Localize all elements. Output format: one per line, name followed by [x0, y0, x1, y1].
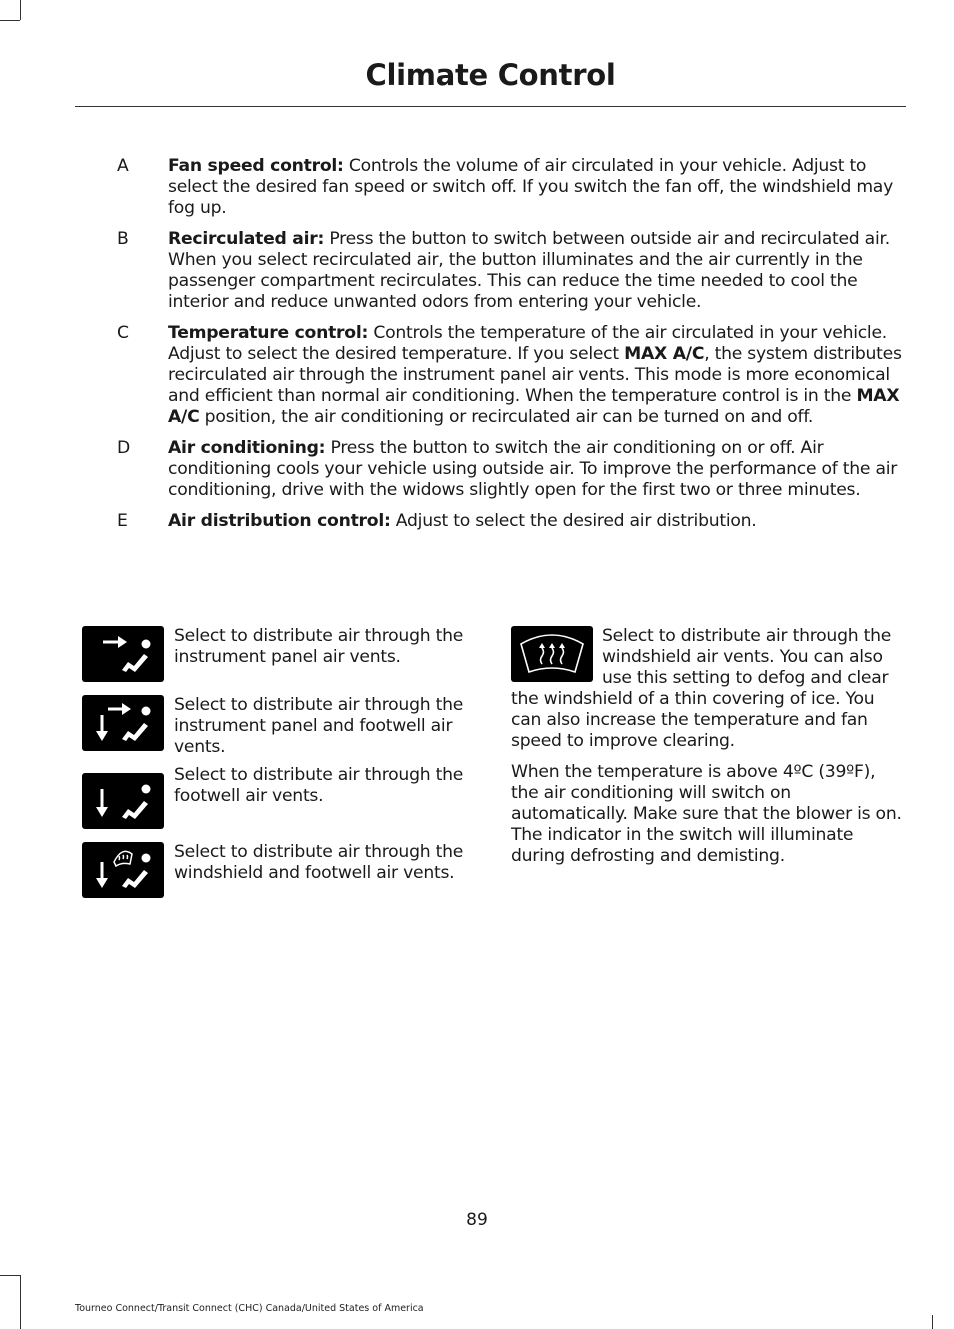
item-text: Press the button to switch between outside air and recirculated air. When you select recirculated air, the button illuminates and the air currently in the passenger compartment recirculates. This can reduce the time needed to cool the interior and reduce unwanted odors from entering your vehicle. — [168, 229, 890, 312]
item-text: Controls the volume of air circulated in your vehicle. Adjust to select the desired fan speed or switch off. If you switch the fan off, the windshield may fog up. — [168, 156, 894, 218]
mode-text: Select to distribute air through the instrument panel air vents. — [174, 626, 464, 667]
page-number: 89 — [466, 1210, 488, 1230]
panel-footwell-vent-icon — [82, 695, 164, 751]
item-term: Temperature control: — [168, 323, 369, 343]
item-letter: A — [117, 156, 129, 176]
list-item — [117, 229, 902, 313]
mode-row — [82, 765, 474, 835]
list-item — [117, 156, 902, 219]
panel-vent-icon — [82, 626, 164, 682]
item-text: Controls the temperature of the air circulated in your vehicle. Adjust to select the desired temperature. If you select — [168, 323, 887, 364]
item-text: position, the air conditioning or recirculated air can be turned on and off. — [199, 407, 814, 427]
item-letter: B — [117, 229, 129, 249]
list-item — [117, 438, 902, 501]
control-list — [117, 156, 902, 542]
item-text: Adjust to select the desired air distribution. — [390, 511, 757, 531]
max-ac-label: MAX A/C — [624, 344, 705, 364]
defrost-text: Select to distribute air through the windshield air vents. You can also use this setting to defog and clear the windshield of a thin covering of ice. You can also increase the temperature and fan speed to improve clearing. — [511, 626, 892, 751]
mode-row — [82, 626, 474, 688]
mode-row — [82, 695, 474, 758]
crop-mark — [20, 1275, 21, 1329]
item-letter: D — [117, 438, 130, 458]
list-item — [117, 323, 902, 428]
item-letter: E — [117, 511, 128, 531]
title-divider — [75, 106, 906, 107]
max-ac-label: MAX A/C — [168, 386, 900, 427]
defrost-description — [511, 626, 903, 752]
windshield-defrost-icon — [511, 626, 593, 682]
defrost-note: When the temperature is above 4ºC (39ºF), the air conditioning will switch on automatically. Make sure that the blower is on. The indicator in the switch will illuminate during defrosting and demisting. — [511, 762, 902, 866]
item-term: Air conditioning: — [168, 438, 326, 458]
list-item — [117, 511, 902, 532]
distribution-modes — [82, 626, 474, 911]
item-term: Fan speed control: — [168, 156, 344, 176]
mode-text: Select to distribute air through the instrument panel and footwell air vents. — [174, 695, 464, 757]
footwell-vent-icon — [82, 773, 164, 829]
defrost-section — [511, 626, 903, 877]
item-text: Press the button to switch the air conditioning on or off. Air conditioning cools your vehicle using outside air. To improve the performance of the air conditioning, drive with the widows slightly open for the first two or three minutes. — [168, 438, 898, 500]
mode-text: Select to distribute air through the footwell air vents. — [174, 765, 464, 806]
footer-text: Tourneo Connect/Transit Connect (CHC) Canada/United States of America — [75, 1303, 424, 1314]
item-term: Recirculated air: — [168, 229, 325, 249]
page-title: Climate Control — [365, 58, 616, 92]
windshield-footwell-vent-icon — [82, 842, 164, 898]
crop-mark — [0, 20, 20, 21]
mode-row — [82, 842, 474, 904]
crop-mark — [932, 1315, 933, 1329]
mode-text: Select to distribute air through the windshield and footwell air vents. — [174, 842, 464, 883]
crop-mark — [20, 0, 21, 20]
crop-mark — [0, 1275, 20, 1276]
item-text: , the system distributes recirculated air through the instrument panel air vents. This mode is more economical and efficient than normal air conditioning. When the temperature control is in the — [168, 344, 902, 406]
item-letter: C — [117, 323, 129, 343]
item-term: Air distribution control: — [168, 511, 391, 531]
